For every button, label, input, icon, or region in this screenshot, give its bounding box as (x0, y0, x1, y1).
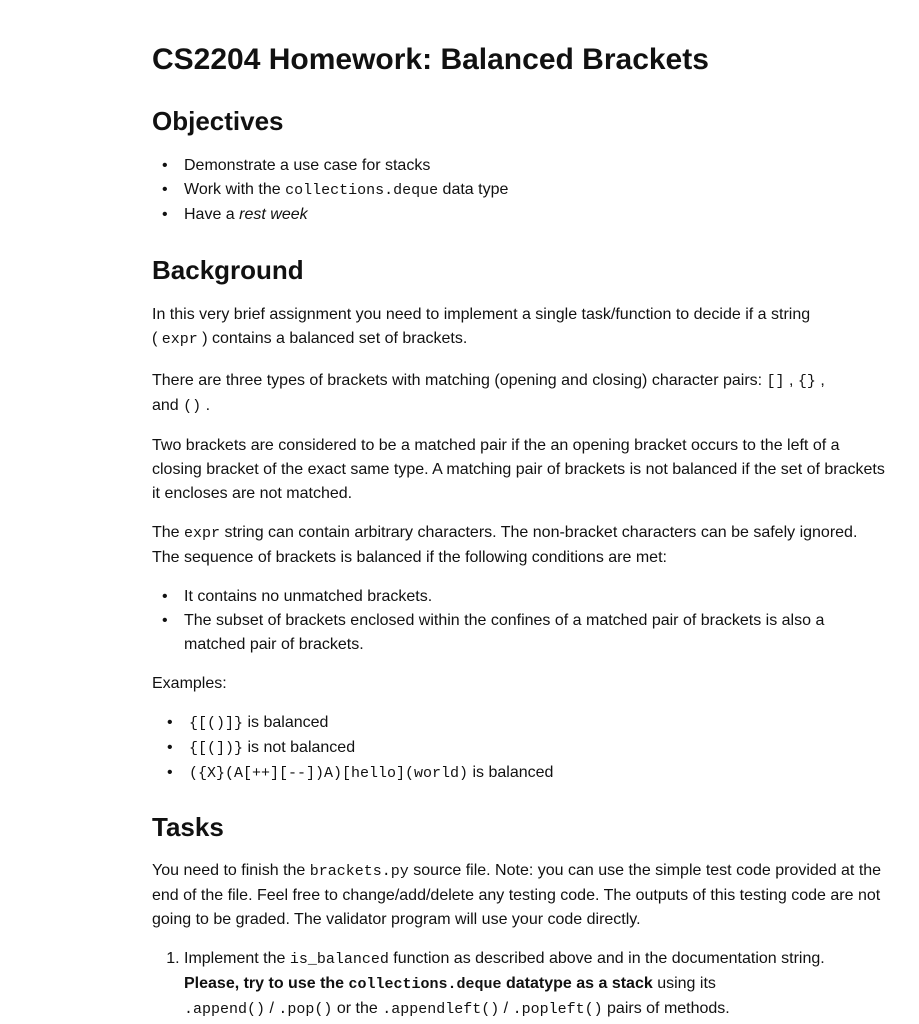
list-item: • Demonstrate a use case for stacks (184, 154, 888, 178)
list-item: • It contains no unmatched brackets. (184, 585, 888, 609)
tasks-heading: Tasks (152, 812, 224, 842)
paragraph: In this very brief assignment you need to implement a single task/function to decide if a string ( expr ) contains a balanced set of brackets. (152, 306, 811, 348)
list-item: 1. Implement the is_balanced function as described above and in the documentation string. Please, try to use the collections.deque datatype as a stack using its .append() / .pop() or the .appendleft() / .popleft() pairs of methods. (184, 947, 888, 1022)
objectives-list (152, 154, 888, 227)
list-item: • ({X}(A[++][--])A)[hello](world) is balanced (189, 761, 888, 786)
tasks-list (152, 947, 888, 1022)
paragraph: There are three types of brackets with matching (opening and closing) character pairs: [] , {} , and () . (152, 372, 825, 415)
conditions-list (152, 585, 888, 657)
paragraph: The expr string can contain arbitrary characters. The non-bracket characters can be safely ignored. The sequence of brackets is balanced if the following conditions are met: (152, 524, 858, 566)
examples-label: Examples: (152, 675, 227, 692)
list-item: • The subset of brackets enclosed within the confines of a matched pair of brackets is also a matched pair of brackets. (184, 609, 888, 657)
list-item: • {[()]} is balanced (189, 711, 888, 736)
list-item: • Have a rest week (184, 203, 888, 227)
examples-list (152, 711, 888, 786)
paragraph: Two brackets are considered to be a matched pair if the an opening bracket occurs to the left of a closing bracket of the exact same type. A matching pair of brackets is not balanced if the set of brackets it encloses are not matched. (152, 437, 885, 502)
list-item: • Work with the collections.deque data type (184, 178, 888, 203)
inline-code: collections.deque (285, 182, 439, 199)
document (152, 0, 888, 1022)
page-title: CS2204 Homework: Balanced Brackets (152, 43, 709, 76)
background-heading: Background (152, 255, 304, 285)
list-item: • {[(])} is not balanced (189, 736, 888, 761)
objectives-heading: Objectives (152, 106, 284, 136)
paragraph: You need to finish the brackets.py source file. Note: you can use the simple test code provided at the end of the file. Feel free to change/add/delete any testing code. The outputs of this testing code are not going to be graded. The validator program will use your code directly. (152, 862, 882, 928)
